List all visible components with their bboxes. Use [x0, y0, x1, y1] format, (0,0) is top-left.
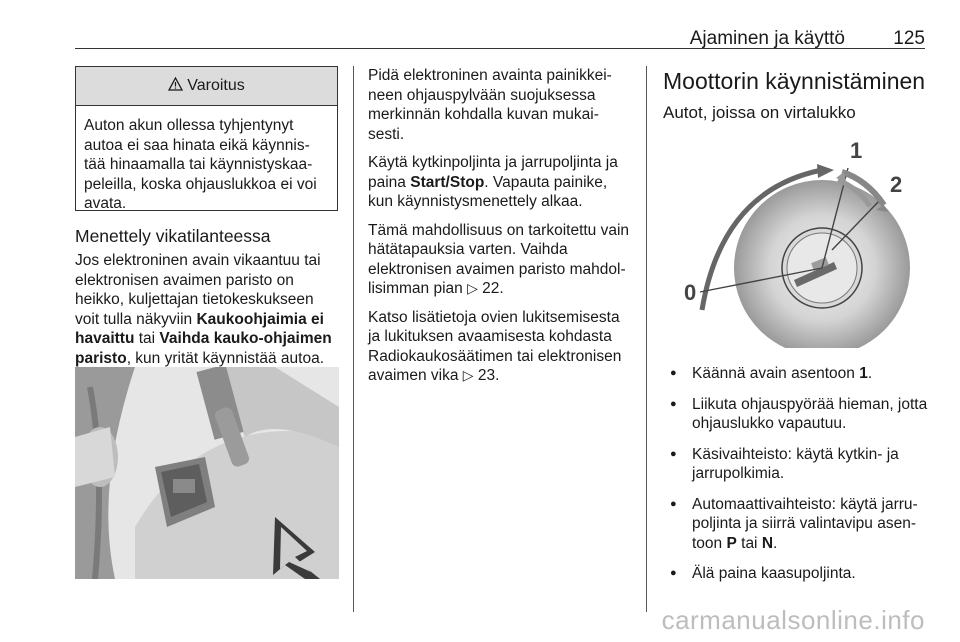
page-header — [75, 24, 925, 49]
list-item: ● Liikuta ohjauspyörää hieman, jotta ohjauslukko vapautuu. — [668, 395, 930, 434]
message-no-remote: Kaukoohjaimia ei havaittu — [75, 310, 324, 347]
position-1-label: 1 — [850, 138, 863, 163]
warning-header — [76, 67, 337, 106]
engine-start-heading: Moottorin käynnistäminen — [663, 68, 926, 94]
middle-paragraph-4: Katso lisätietoja ovien lukitsemisesta ja lukituksen avaamisesta kohdasta Radiokaukosäätimen tai elektronisen avaimen vika ▷ 23. — [368, 308, 622, 384]
warning-triangle-icon — [168, 77, 183, 95]
list-item: ● Älä paina kaasupoljinta. — [668, 564, 930, 584]
list-item: ● Käännä avain asentoon 1. — [668, 364, 930, 384]
middle-paragraph-1: Pidä elektroninen avainta painikkei- neen ohjauspylvään suojuksessa merkinnän kohdalla kuvan mukai- sesti. — [368, 67, 612, 143]
ignition-switch-figure — [662, 130, 926, 348]
column-divider-2 — [646, 66, 647, 612]
middle-paragraph-3: Tämä mahdollisuus on tarkoitettu vain hätätapauksia varten. Vaihda elektronisen avaimen paristo mahdol- lisimman pian ▷ 22. — [368, 221, 630, 297]
middle-paragraph-2: Käytä kytkinpoljinta ja jarrupoljinta ja paina Start/Stop. Vapauta painike, kun käynnistysmenettely alkaa. — [368, 154, 618, 210]
list-item: ● Automaattivaihteisto: käytä jarru- poljinta ja siirrä valintavipu asen- toon P tai N. — [668, 495, 930, 554]
column-divider-1 — [353, 66, 354, 612]
ignition-lock-subheading: Autot, joissa on virtalukko — [663, 103, 856, 122]
fault-paragraph: Jos elektroninen avain vikaantuu tai elektronisen avaimen paristo on heikko, kuljettajan tietokeskukseen voit tulla näkyviin Kaukoohjaimia ei havaittu tai Vaihda kauko-ohjaimen paristo, kun yrität käynnistää autoa. — [75, 252, 332, 367]
section-title: Ajaminen ja käyttö — [689, 28, 845, 49]
warning-text: Auton akun ollessa tyhjentynyt autoa ei saa hinata eikä käynnis- tää hinaamalla tai käynnistyskaa- peleilla, koska ohjauslukkoa ei voi avata. — [84, 117, 317, 212]
list-item: ● Käsivaihteisto: käytä kytkin- ja jarrupolkimia. — [668, 445, 930, 484]
reference-arrow-icon: ▷ — [467, 280, 478, 296]
message-replace-battery: Vaihda kauko-ohjaimen paristo — [75, 330, 332, 367]
warning-box — [75, 66, 338, 211]
start-steps-list — [668, 364, 930, 595]
middle-column-text — [368, 66, 634, 395]
start-stop-label: Start/Stop — [410, 173, 485, 191]
position-0-label: 0 — [684, 280, 697, 305]
page-reference-link[interactable]: 23 — [477, 367, 496, 384]
position-2-label: 2 — [890, 172, 903, 197]
reference-arrow-icon: ▷ — [462, 367, 474, 383]
page-reference-link[interactable]: 22 — [482, 280, 500, 297]
fault-heading: Menettely vikatilanteessa — [75, 226, 271, 246]
page-number: 125 — [893, 28, 925, 49]
watermark: carmanualsonline.info — [661, 605, 925, 635]
steering-column-photo — [75, 367, 339, 579]
warning-title: Varoitus — [187, 77, 245, 94]
